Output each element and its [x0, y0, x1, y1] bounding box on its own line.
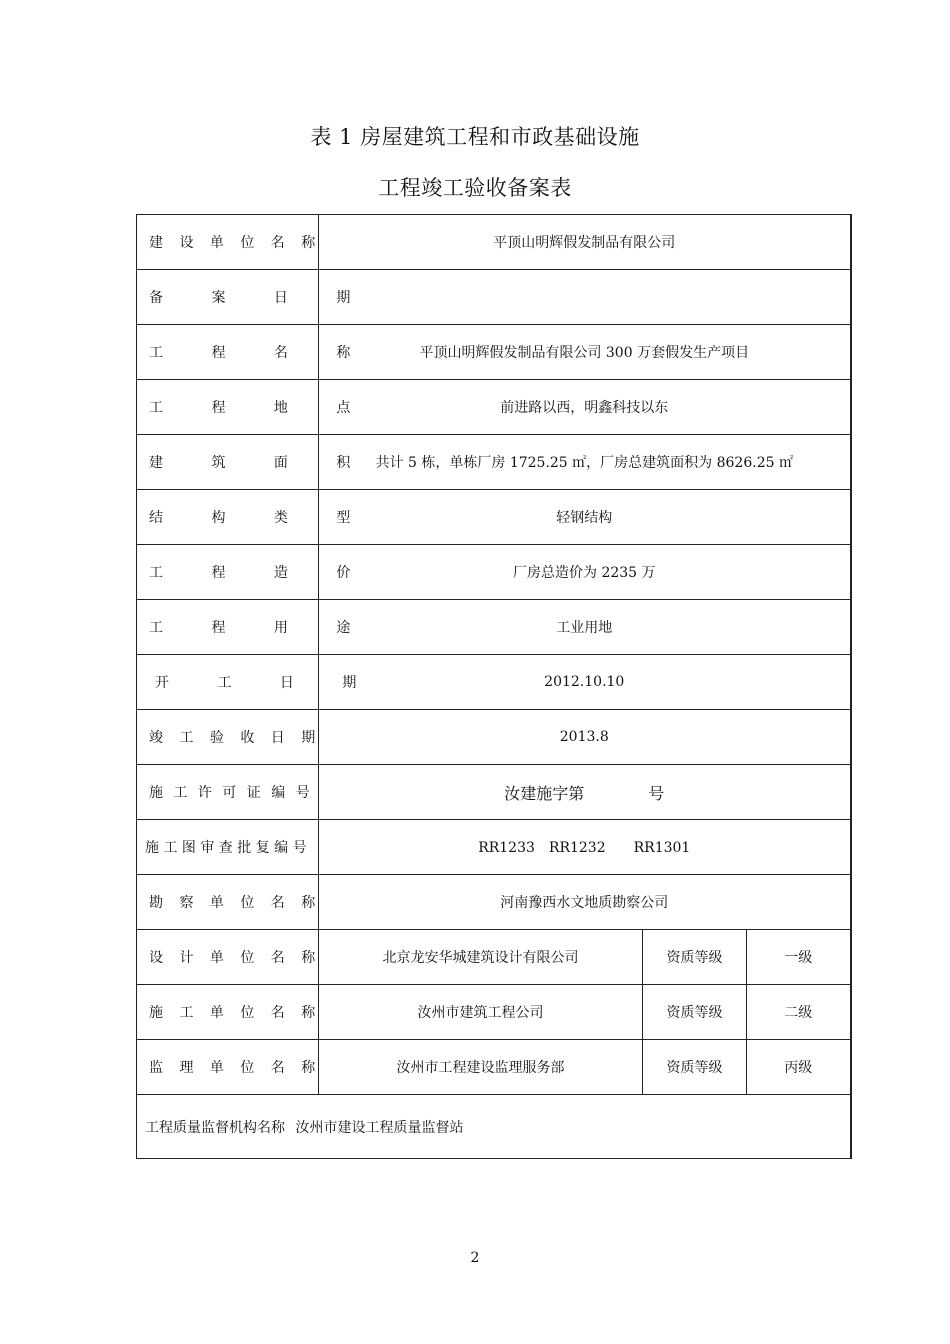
row-value: 汝州市建筑工程公司 — [319, 985, 643, 1040]
qualification-label: 资质等级 — [643, 1040, 747, 1095]
filing-form-table — [136, 214, 852, 1159]
table-row — [137, 875, 851, 930]
row-value: 汝建施字第 号 — [319, 765, 851, 820]
table-row — [137, 820, 851, 875]
table-row — [137, 655, 851, 710]
row-label: 工 程 用 途 — [137, 600, 319, 655]
row-value: 2012.10.10 — [319, 655, 851, 710]
row-label: 勘 察 单 位 名 称 — [137, 875, 319, 930]
row-label: 施 工 单 位 名 称 — [137, 985, 319, 1040]
table-row — [137, 545, 851, 600]
row-label: 开 工 日 期 — [137, 655, 319, 710]
supervision-agency-label: 工程质量监督机构名称 — [145, 1119, 285, 1136]
row-label: 工 程 名 称 — [137, 325, 319, 380]
supervision-agency-cell — [137, 1095, 851, 1159]
row-value: 北京龙安华城建筑设计有限公司 — [319, 930, 643, 985]
table-row — [137, 435, 851, 490]
supervision-agency-value: 汝州市建设工程质量监督站 — [295, 1119, 464, 1136]
qualification-value: 一级 — [747, 930, 851, 985]
row-value: 平顶山明辉假发制品有限公司 — [319, 215, 851, 270]
row-value: 轻钢结构 — [319, 490, 851, 545]
row-label: 结 构 类 型 — [137, 490, 319, 545]
row-value: 前进路以西，明鑫科技以东 — [319, 380, 851, 435]
table-row — [137, 930, 851, 985]
row-label: 设 计 单 位 名 称 — [137, 930, 319, 985]
qualification-value: 丙级 — [747, 1040, 851, 1095]
document-title-line1: 表 1 房屋建筑工程和市政基础设施 — [310, 125, 640, 149]
table-row — [137, 325, 851, 380]
row-value: 厂房总造价为 2235 万 — [319, 545, 851, 600]
row-label: 施 工 许 可 证 编 号 — [137, 765, 319, 820]
row-value: 共计 5 栋，单栋厂房 1725.25 ㎡，厂房总建筑面积为 8626.25 ㎡ — [319, 435, 851, 490]
table-row — [137, 490, 851, 545]
row-label: 备 案 日 期 — [137, 270, 319, 325]
row-value: 工业用地 — [319, 600, 851, 655]
table-row — [137, 600, 851, 655]
document-title-line2: 工程竣工验收备案表 — [378, 176, 572, 200]
row-value: 2013.8 — [319, 710, 851, 765]
qualification-label: 资质等级 — [643, 930, 747, 985]
row-value — [319, 270, 851, 325]
row-value: 汝州市工程建设监理服务部 — [319, 1040, 643, 1095]
qualification-label: 资质等级 — [643, 985, 747, 1040]
row-value: 平顶山明辉假发制品有限公司 300 万套假发生产项目 — [319, 325, 851, 380]
row-label: 竣 工 验 收 日 期 — [137, 710, 319, 765]
row-label: 工 程 地 点 — [137, 380, 319, 435]
table-row — [137, 1040, 851, 1095]
table-row — [137, 765, 851, 820]
row-label: 监 理 单 位 名 称 — [137, 1040, 319, 1095]
row-label: 建 设 单 位 名 称 — [137, 215, 319, 270]
table-row — [137, 215, 851, 270]
table-row — [137, 985, 851, 1040]
page-number: 2 — [470, 1250, 480, 1266]
table-row — [137, 1095, 851, 1159]
table-row — [137, 380, 851, 435]
table-row — [137, 270, 851, 325]
row-value: 河南豫西水文地质勘察公司 — [319, 875, 851, 930]
table-row — [137, 710, 851, 765]
row-label: 施 工 图 审 查 批 复 编 号 — [137, 820, 319, 875]
row-label: 建 筑 面 积 — [137, 435, 319, 490]
row-label: 工 程 造 价 — [137, 545, 319, 600]
row-value: RR1233 RR1232 RR1301 — [319, 820, 851, 875]
qualification-value: 二级 — [747, 985, 851, 1040]
